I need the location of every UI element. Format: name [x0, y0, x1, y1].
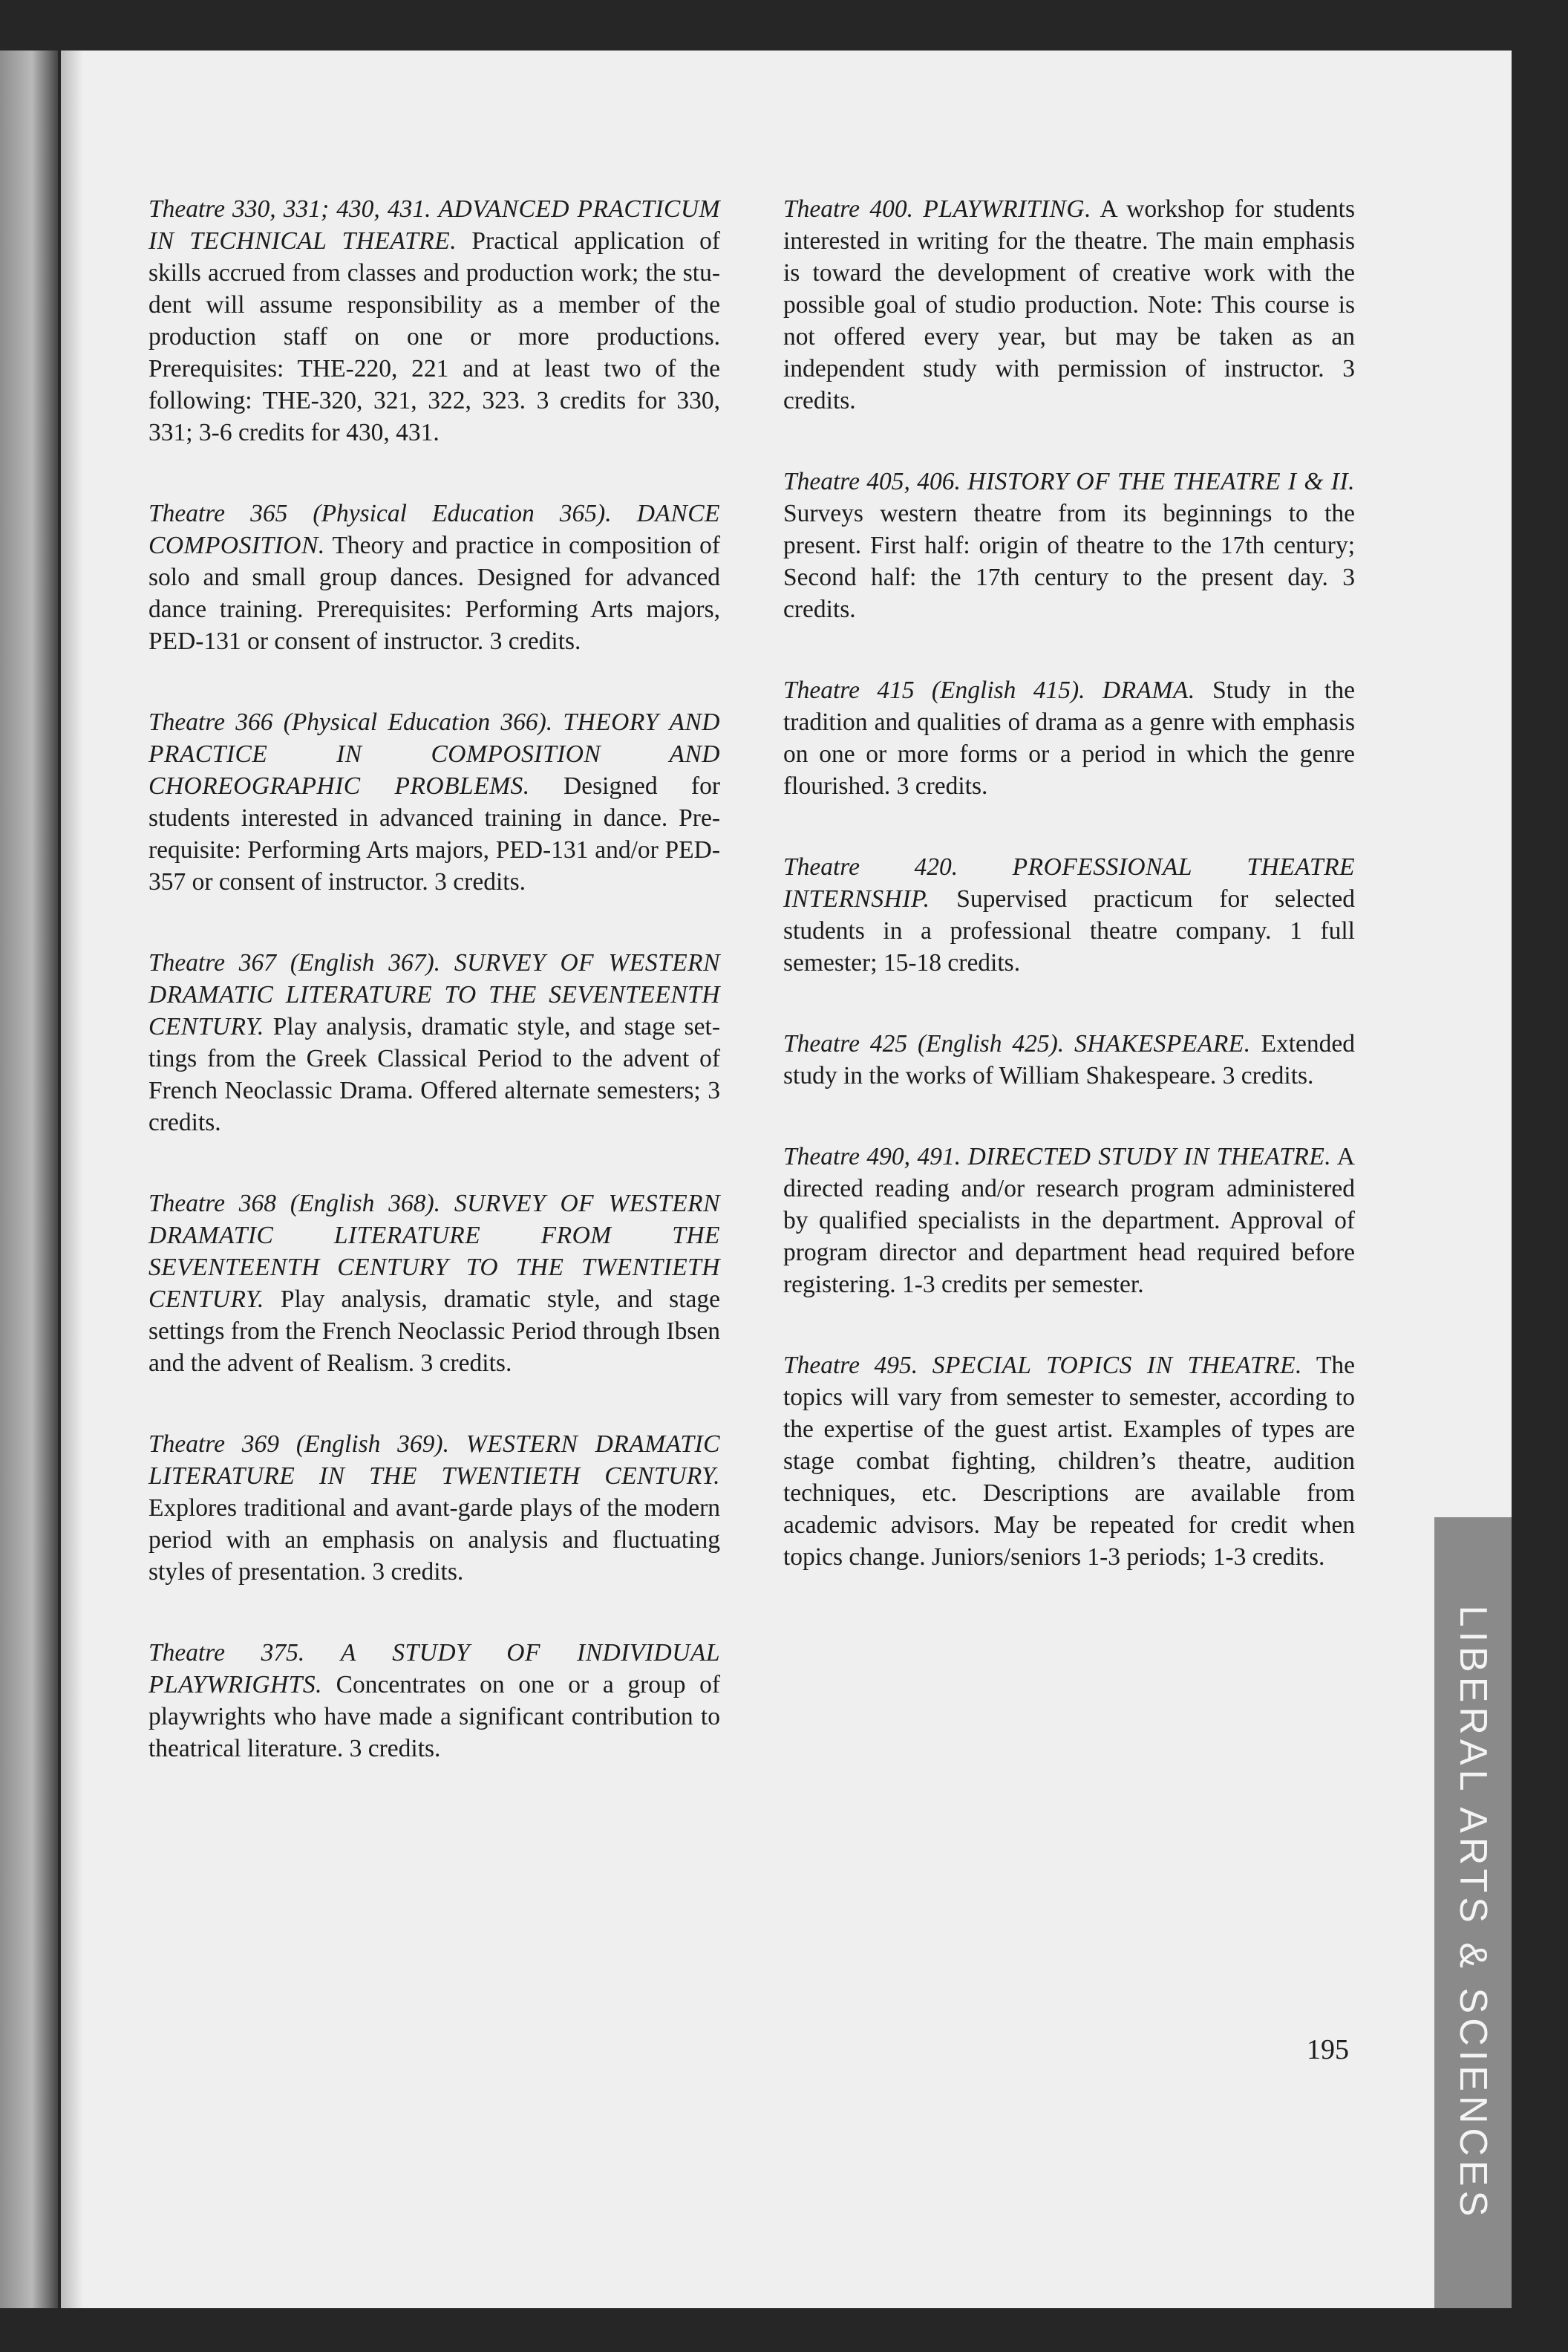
course-title: WESTERN DRAMATIC LITERATURE IN THE TWENTIETH CENTURY.: [148, 1430, 720, 1490]
course-title: SHAKESPEARE.: [1074, 1030, 1251, 1058]
course-description: A workshop for students interested in writing for the theatre. The main emphasis is toward the development of creative work with the possible goal of studio production. Note: This course is not offered every year, but may be taken as an independent study with permission of instructor. 3 credits.: [783, 195, 1355, 414]
course-title: SPECIAL TOPICS IN THEATRE.: [932, 1352, 1302, 1379]
course-title: DRAMA.: [1102, 677, 1195, 704]
course-description: The topics will vary from semester to semester, according to the expertise of the guest artist. Examples of types are stage combat fighting, children’s theatre, audition techniques, etc. Descriptions are available from academic advisors. May be repeated for credit when topics change. Juniors/seniors 1-3 periods; 1-3 credits.: [783, 1352, 1355, 1571]
course-entry-theatre-369: [148, 1428, 720, 1588]
course-description: Theory and practice in composition of solo and small group dances. Designed for advanced dance training. Prerequisites: Performing Arts majors, PED-131 or consent of instructor. 3 credits.: [148, 532, 720, 655]
course-entry-theatre-366: [148, 706, 720, 898]
course-title: DIRECTED STUDY IN THEATRE.: [967, 1143, 1332, 1170]
course-title: PROFESSIONAL THEATRE INTERNSHIP.: [783, 853, 1355, 913]
course-description: Explores traditional and avant-garde plays of the modern period with an emphasis on analysis and fluctuating styles of presentation. 3 credits.: [148, 1494, 720, 1586]
course-number: Theatre 415 (English 415).: [783, 677, 1085, 704]
course-entry-theatre-490: [783, 1141, 1355, 1300]
course-title: SURVEY OF WESTERN DRAMATIC LITERATURE FROM THE SEVENTEENTH CENTURY TO THE TWENTIETH CENTURY.: [148, 1190, 720, 1313]
course-entry-theatre-420: [783, 851, 1355, 979]
course-entry-theatre-415: [783, 674, 1355, 802]
course-title: SURVEY OF WESTERN DRAMATIC LITERATURE TO THE SEVENTEENTH CENTURY.: [148, 949, 720, 1040]
course-description: Play analysis, dramatic style, and stage settings from the Greek Classical Period to the advent of French Neoclassic Drama. Offered alternate semesters; 3 credits.: [148, 1013, 720, 1136]
course-title: HISTORY OF THE THEATRE I & II.: [967, 468, 1355, 495]
side-tab-label: LIBERAL ARTS & SCIENCES: [1451, 1605, 1494, 2221]
course-number: Theatre 405, 406.: [783, 468, 961, 495]
course-title: THEORY AND PRACTICE IN COMPOSITION AND CHOREOGRAPHIC PROBLEMS.: [148, 708, 720, 800]
spine-shadow: [61, 51, 83, 2308]
course-entry-theatre-368: [148, 1188, 720, 1379]
course-description: Extended study in the works of William Shakespeare. 3 credits.: [783, 1030, 1355, 1089]
course-title: A STUDY OF INDIVIDUAL PLAYWRIGHTS.: [148, 1639, 720, 1698]
course-description: Study in the tradition and qualities of drama as a genre with emphasis on one or more forms or a period in which the genre flourished. 3 credits.: [783, 677, 1355, 800]
course-number: Theatre 367 (English 367).: [148, 949, 440, 977]
course-number: Theatre 420.: [783, 853, 958, 881]
course-description: Practical application of skills accrued from classes and production work; the student will assume responsibility as a member of the production staff on one or more productions. Prerequisites: THE-220, 221 and at least two of the following: THE-320, 321, 322, 323. 3 credits for 330, 331; 3-6 credits for 430, 431.: [148, 227, 721, 446]
course-description: Play analysis, dramatic style, and stage settings from the French Neoclassic Period through Ibsen and the advent of Realism. 3 credits.: [148, 1286, 721, 1377]
course-title: ADVANCED PRACTICUM IN TECHNICAL THEATRE.: [148, 195, 721, 255]
course-description: Concentrates on one or a group of playwrights who have made a significant contribution to theatrical literature. 3 credits.: [148, 1671, 721, 1762]
course-number: Theatre 490, 491.: [783, 1143, 961, 1170]
course-title: PLAYWRITING.: [923, 195, 1091, 223]
course-number: Theatre 425 (English 425).: [783, 1030, 1065, 1058]
course-number: Theatre 330, 331; 430, 431.: [148, 195, 431, 223]
course-entry-theatre-367: [148, 947, 720, 1138]
course-entry-theatre-495: [783, 1349, 1355, 1573]
course-entry-theatre-405: [783, 466, 1355, 625]
course-title: DANCE COMPOSITION.: [148, 500, 720, 559]
left-column: [148, 193, 720, 1814]
course-number: Theatre 365 (Physical Education 365).: [148, 500, 612, 527]
course-entry-theatre-400: [783, 193, 1355, 417]
right-column: [783, 193, 1355, 1622]
course-number: Theatre 366 (Physical Education 366).: [148, 708, 553, 736]
course-number: Theatre 495.: [783, 1352, 918, 1379]
course-description: Designed for students interested in advanced training in dance. Prerequisite: Performing Arts majors, PED-131 and/or PED-357 or consent of instructor. 3 credits.: [148, 772, 720, 896]
left-page-edge: [0, 51, 58, 2308]
course-entry-theatre-375: [148, 1637, 720, 1765]
course-description: A directed reading and/or research program administered by qualified specialists in the department. Approval of program director and department head required before registering. 1-3 credits per semester.: [783, 1143, 1355, 1298]
course-number: Theatre 369 (English 369).: [148, 1430, 449, 1458]
section-side-tab: [1434, 1517, 1512, 2308]
course-number: Theatre 368 (English 368).: [148, 1190, 440, 1217]
course-entry-theatre-425: [783, 1028, 1355, 1092]
course-description: Supervised practicum for selected students in a professional theatre company. 1 full semester; 15-18 credits.: [783, 885, 1355, 977]
course-number: Theatre 400.: [783, 195, 913, 223]
page-number: 195: [1307, 2034, 1349, 2065]
course-description: Surveys western theatre from its beginnings to the present. First half: origin of theatre to the 17th century; Second half: the 17th century to the present day. 3 credits.: [783, 500, 1355, 623]
course-number: Theatre 375.: [148, 1639, 305, 1667]
course-entry-theatre-365: [148, 498, 720, 657]
course-entry-theatre-330: [148, 193, 720, 449]
